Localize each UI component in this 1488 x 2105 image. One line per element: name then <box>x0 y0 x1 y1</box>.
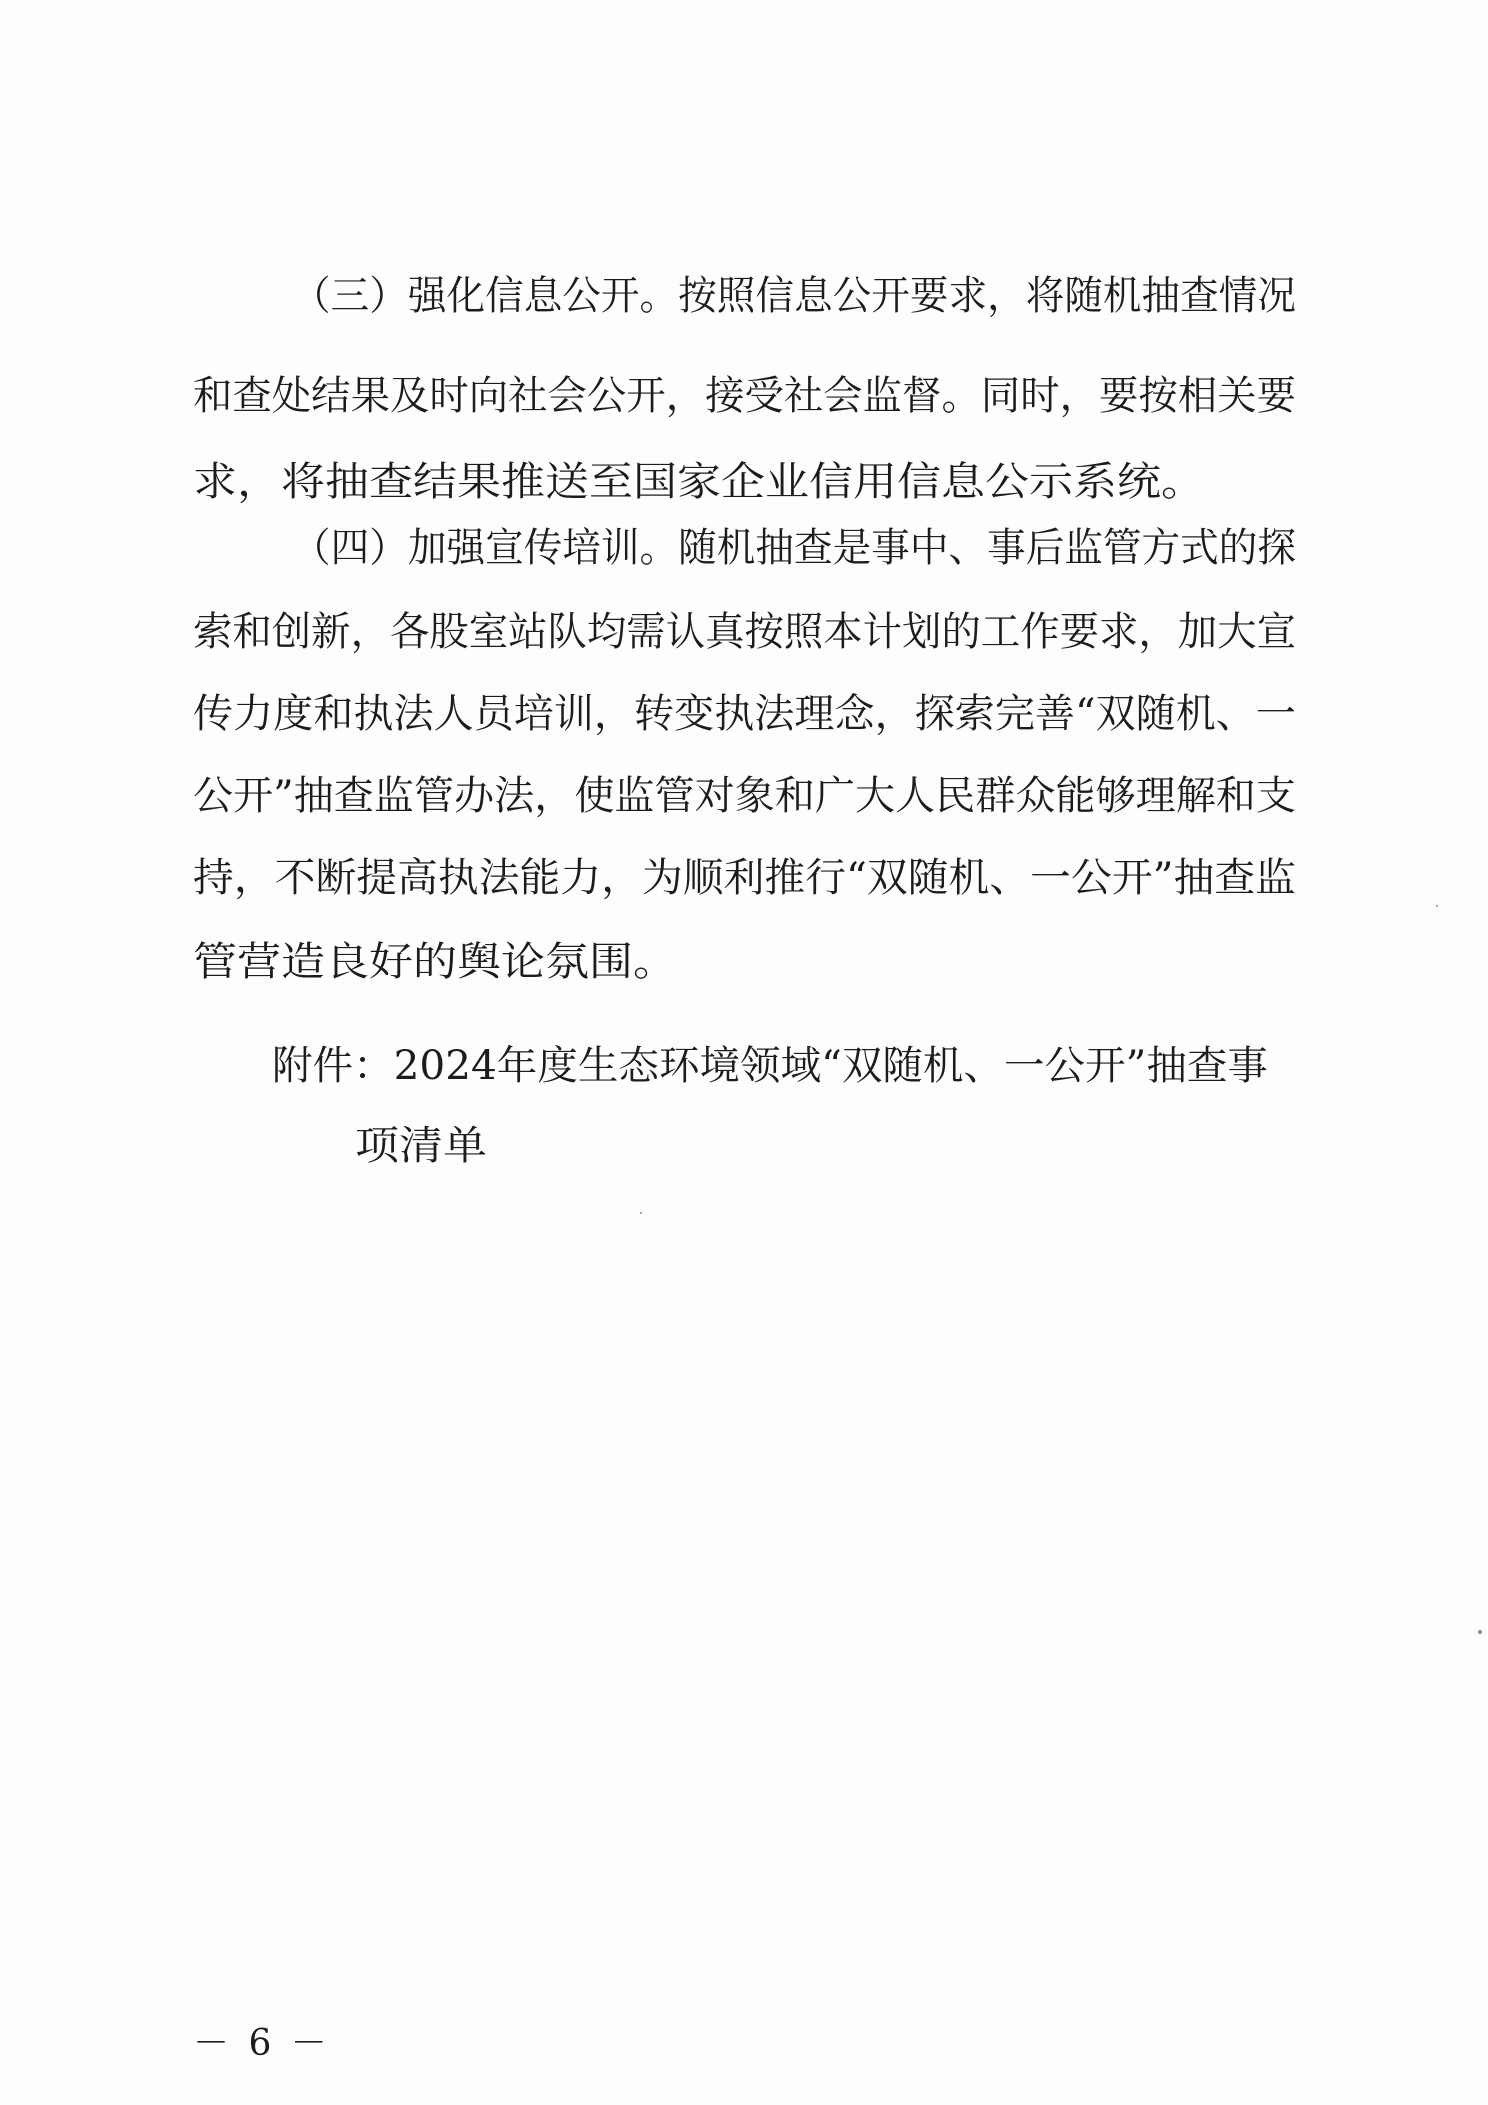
document-page: （三）强化信息公开。按照信息公开要求，将随机抽查情况 和查处结果及时向社会公开，接受社会监督。同时，要按相关要 求，将抽查结果推送至国家企业信用信息公示系统。 （四）加强宣传培训。随机抽查是事中、事后监管方式的探 索和创新，各股室站队均需认真按照本计划的工作要求，加大宣 传力度和执法人员培训，转变执法理念，探索完善“双随机、一 公开”抽查监管办法，使监管对象和广大人民群众能够理解和支 持，不断提高执法能力，为顺利推行“双随机、一公开”抽查监 管营造良好的舆论氛围。 附件：2024年度生态环境领域“双随机、一公开”抽查事 项清单 － 6 － <box>0 0 1488 2105</box>
scan-speck <box>1478 1630 1482 1634</box>
page-number: － 6 － <box>193 2023 331 2064</box>
scan-speck <box>1436 905 1438 907</box>
scan-speck <box>640 1212 642 1214</box>
